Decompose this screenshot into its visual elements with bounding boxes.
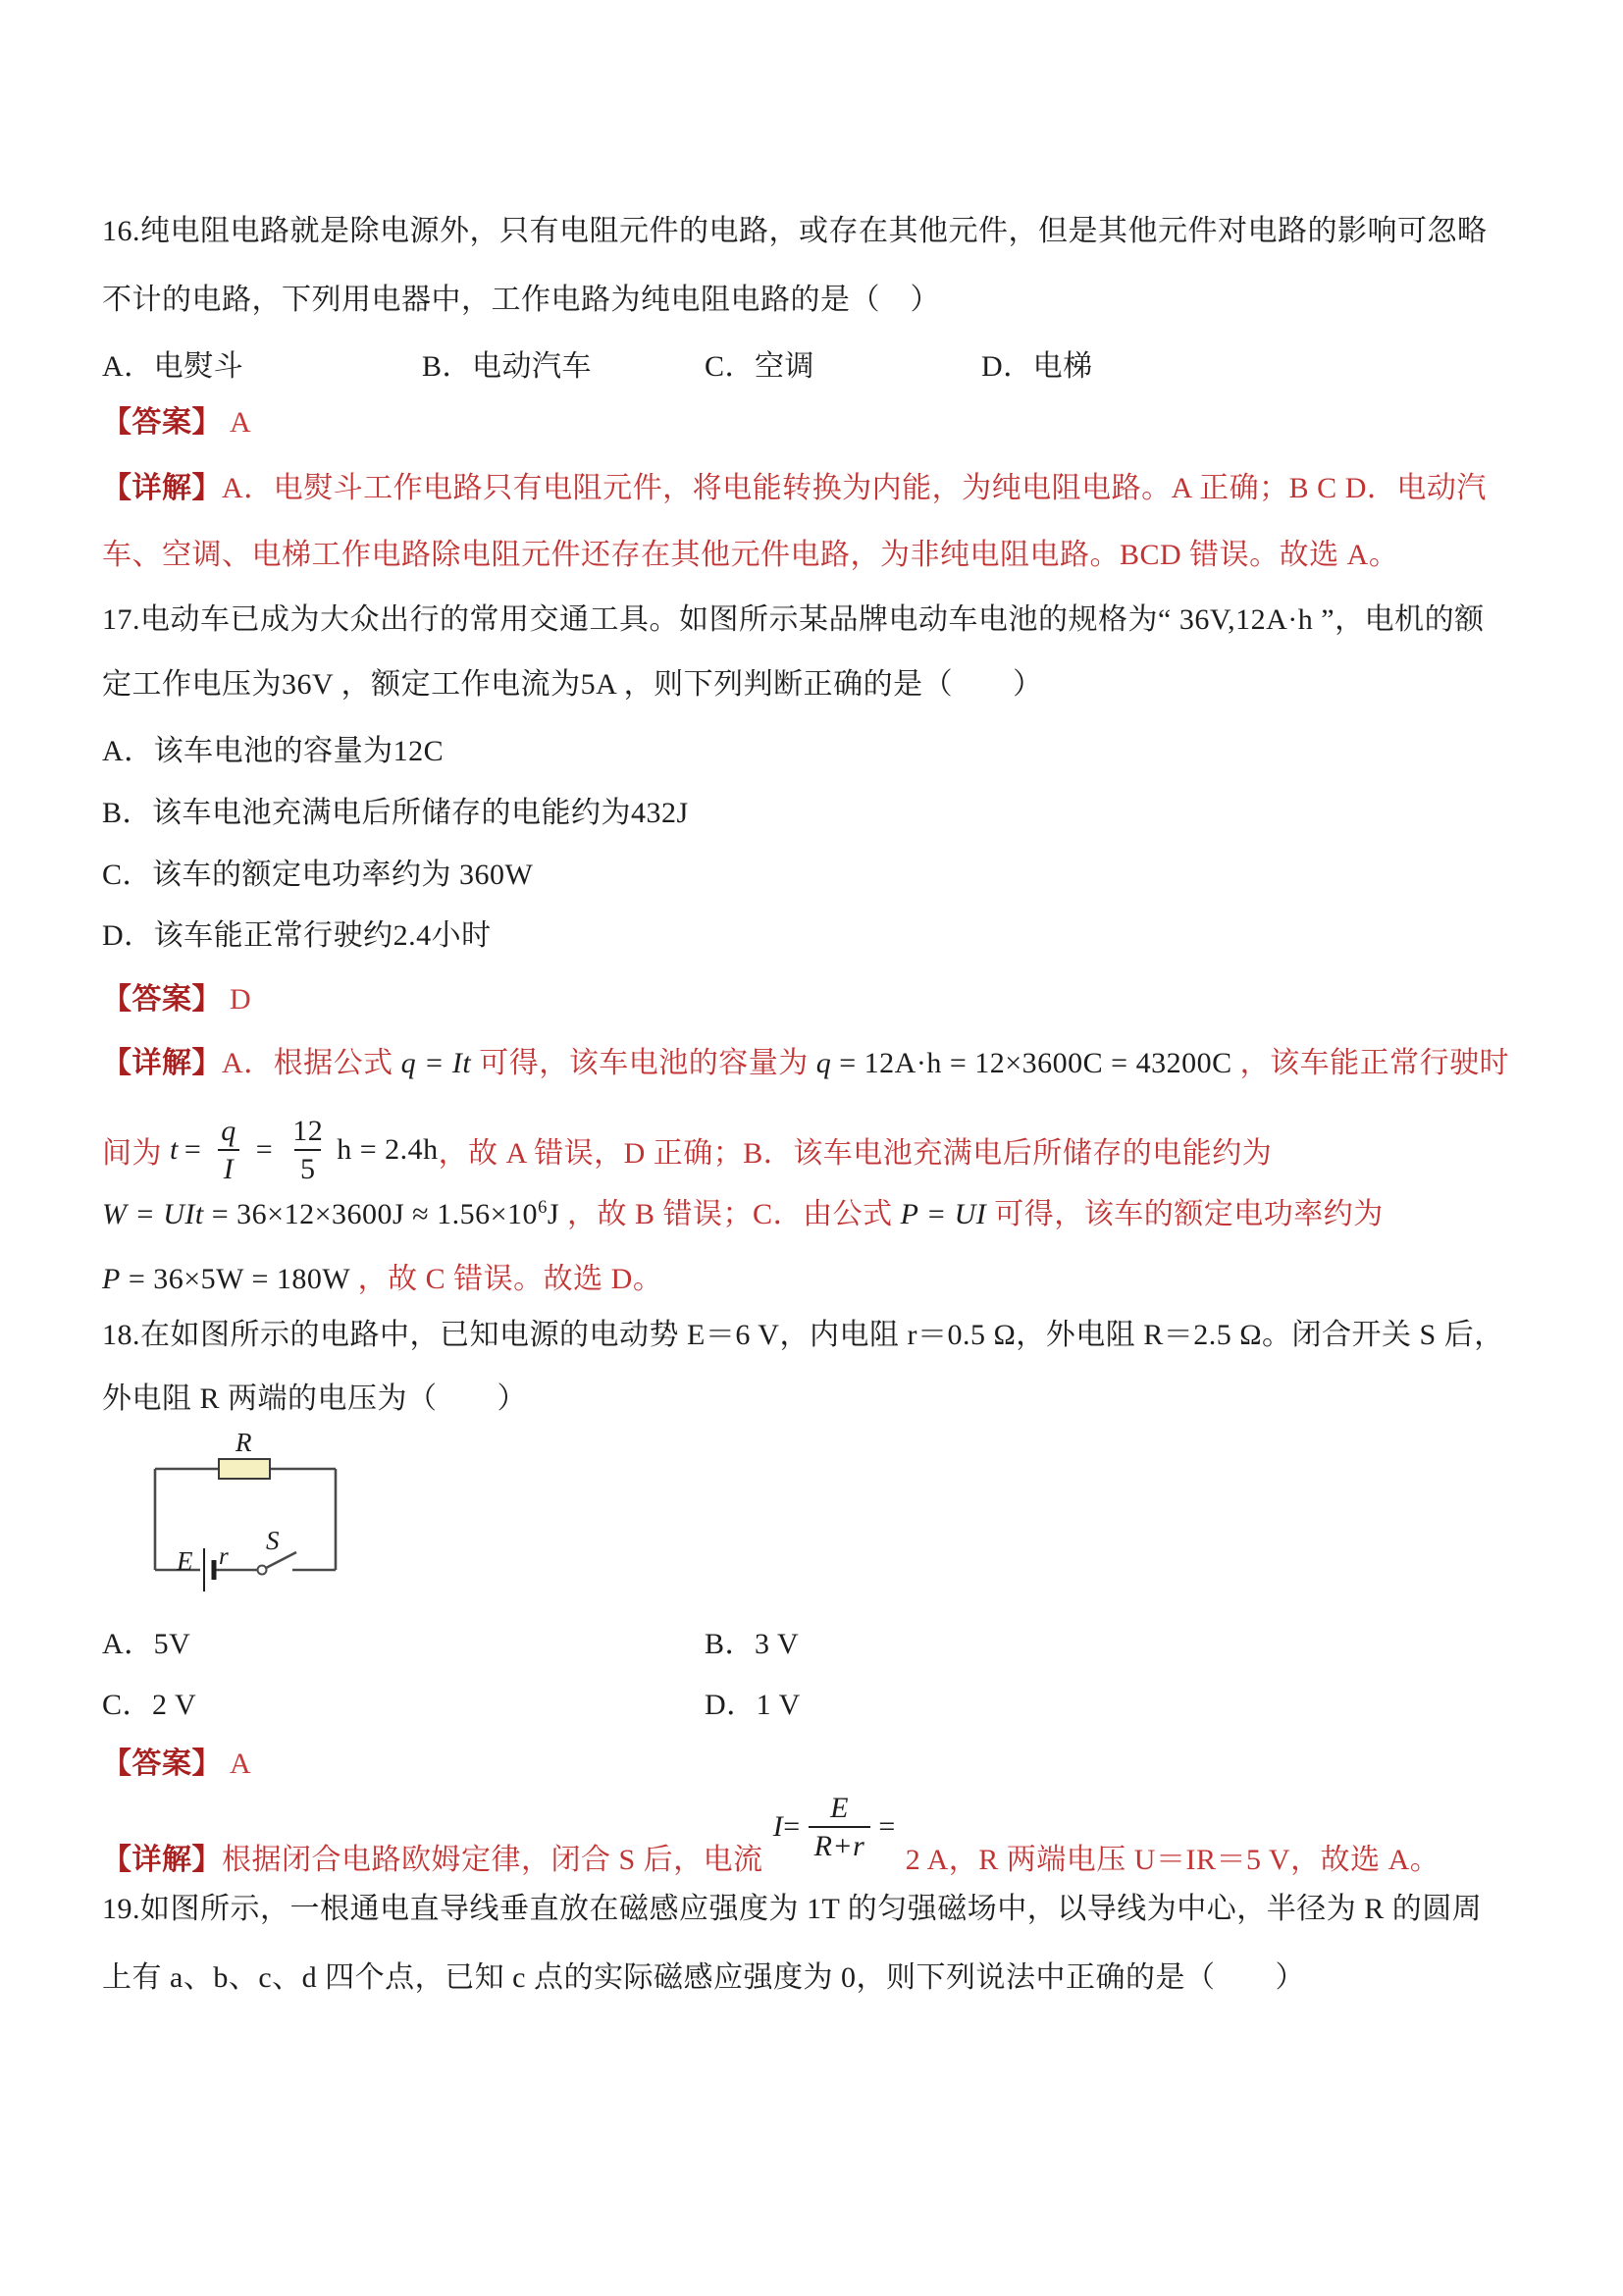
circuit-label-switch: S (266, 1526, 280, 1555)
q17-energy-unit: J (547, 1198, 560, 1230)
q17-line1: 17.电动车已成为大众出行的常用交通工具。如图所示某品牌电动车电池的规格为“ 36V,12A·h ”，电机的额 (102, 603, 1485, 636)
q17-answer-value: D (230, 983, 252, 1016)
q18-frac-den: R+r (809, 1826, 871, 1862)
q17-d1-text-c: ，该车能正常行驶时 (1239, 1047, 1510, 1079)
q17-d3-text-d: 可得，该车的额定电功率约为 (994, 1198, 1384, 1230)
q18-option-a: A．5V (102, 1628, 191, 1660)
q16-detail-text1: A．电熨斗工作电路只有电阻元件，将电能转换为内能，为纯电阻电路。A 正确；B C D．电动汽 (222, 472, 1487, 504)
q16-detail-line1 (102, 463, 1487, 506)
q16-option-b: B．电动汽车 (422, 350, 593, 383)
q19-line2: 上有 a、b、c、d 四个点，已知 c 点的实际磁感应强度为 0，则下列说法中正确的是（ ） (102, 1961, 1305, 1994)
q18-line1: 18.在如图所示的电路中，已知电源的电动势 E＝6 V，内电阻 r＝0.5 Ω，外电阻 R＝2.5 Ω。闭合开关 S 后， (102, 1319, 1504, 1351)
q16-answer-line (102, 397, 251, 441)
q18-answer-value: A (230, 1748, 252, 1780)
q18-option-d: D．1 V (705, 1689, 801, 1721)
switch-icon (258, 1552, 297, 1575)
q18-i-var: I (772, 1810, 784, 1843)
q17-option-c: C．该车的额定电功率约为 360W (102, 859, 534, 891)
q18-option-b: B．3 V (705, 1628, 800, 1660)
q18-detail-text-b: 2 A，R 两端电压 U＝IR＝5 V，故选 A。 (905, 1844, 1440, 1876)
q17-d4-text: ，故 C 错误。故选 D。 (357, 1263, 663, 1295)
q18-eq: = (783, 1810, 801, 1843)
q17-answer-line (102, 974, 251, 1018)
q16-detail-line2: 车、空调、电梯工作电路除电阻元件还存在其他元件电路，为非纯电阻电路。BCD 错误。故选 A。 (102, 539, 1399, 571)
q16-answer-tag: 【答案】 (102, 406, 222, 439)
q17-eq1: = (183, 1133, 202, 1166)
q16-answer-value: A (230, 406, 252, 439)
resistor-icon (219, 1459, 270, 1479)
circuit-label-emf: E (177, 1546, 193, 1576)
q18-eq2: = (878, 1810, 896, 1843)
q17-d2-text-c: ，故 A 错误，D 正确；B．该车电池充满电后所储存的电能约为 (438, 1137, 1273, 1170)
q17-option-d: D．该车能正常行驶约2.4小时 (102, 919, 492, 952)
q16-detail-tag: 【详解】 (102, 472, 222, 504)
q17-exponent: 6 (538, 1197, 548, 1218)
q17-energy-calc: = 36×12×3600J ≈ 1.56×10 (203, 1198, 539, 1230)
q17-t-var: t (170, 1133, 179, 1166)
q18-answer-line (102, 1739, 251, 1782)
q17-d2-text-a: 间为 (102, 1137, 162, 1170)
q17-d1-text-b: 可得，该车电池的容量为 (479, 1047, 809, 1079)
q16-line1: 16.纯电阻电路就是除电源外，只有电阻元件的电路，或存在其他元件，但是其他元件对电路的影响可忽略 (102, 215, 1488, 247)
q17-frac1-num: q (221, 1114, 236, 1147)
q17-power-calc: = 36×5W = 180W (120, 1263, 350, 1295)
q17-answer-tag: 【答案】 (102, 983, 222, 1016)
q17-line2: 定工作电压为36V ，额定工作电流为5A ，则下列判断正确的是（ ） (102, 668, 1043, 701)
q17-eq2: = (255, 1133, 274, 1166)
q17-frac1-den: I (218, 1149, 240, 1185)
circuit-label-r-resistor: R (236, 1428, 252, 1457)
q18-detail-line (102, 1791, 1440, 1880)
q17-detail-line1 (102, 1038, 1509, 1081)
circuit-diagram (137, 1416, 363, 1607)
q17-formula-p-ui: P = UI (900, 1198, 987, 1230)
q17-option-a: A．该车电池的容量为12C (102, 735, 445, 767)
q16-option-a: A．电熨斗 (102, 350, 244, 383)
q16-line2: 不计的电路，下列用电器中，工作电路为纯电阻电路的是（ ） (102, 284, 940, 316)
q19-line1: 19.如图所示，一根通电直导线垂直放在磁感应强度为 1T 的匀强磁场中，以导线为中心，半径为 R 的圆周 (102, 1893, 1483, 1925)
q17-formula-capacity: = 12A·h = 12×3600C = 43200C (831, 1047, 1232, 1079)
q16-option-c: C．空调 (705, 350, 815, 383)
q18-answer-tag: 【答案】 (102, 1748, 222, 1780)
q17-formula-q-var: q (815, 1047, 832, 1079)
q17-d1-text-a: A．根据公式 (222, 1047, 393, 1079)
q18-detail-tag: 【详解】 (102, 1844, 222, 1876)
q17-w-uit-var: W = UIt (102, 1198, 204, 1230)
battery-icon (204, 1548, 214, 1592)
q18-fraction-e-over-rr (809, 1793, 871, 1862)
q17-detail-tag: 【详解】 (102, 1047, 222, 1079)
q17-fraction-12-over-5 (287, 1116, 329, 1185)
q17-p-var: P (102, 1263, 121, 1295)
q17-fraction-q-over-i (215, 1116, 242, 1185)
q18-current-formula (773, 1793, 896, 1862)
q18-detail-text-a: 根据闭合电路欧姆定律，闭合 S 后，电流 (222, 1844, 763, 1876)
q17-detail-line4 (102, 1254, 662, 1297)
q17-option-b: B．该车电池充满电后所储存的电能约为432J (102, 797, 689, 829)
q17-detail-line3 (102, 1189, 1384, 1232)
q17-time-result: h = 2.4h (337, 1133, 439, 1166)
q18-frac-num: E (830, 1791, 849, 1824)
q18-option-c: C．2 V (102, 1689, 197, 1721)
q16-option-d: D．电梯 (981, 350, 1093, 383)
q17-formula-q-it: q = It (400, 1047, 472, 1079)
q17-frac2-den: 5 (294, 1149, 322, 1185)
q18-line2: 外电阻 R 两端的电压为（ ） (102, 1383, 528, 1415)
q17-frac2-num: 12 (292, 1114, 324, 1147)
circuit-label-internal-r: r (219, 1543, 229, 1570)
q17-d3-text-c: ，故 B 错误；C．由公式 (567, 1198, 893, 1230)
q17-detail-line2 (102, 1107, 1272, 1193)
